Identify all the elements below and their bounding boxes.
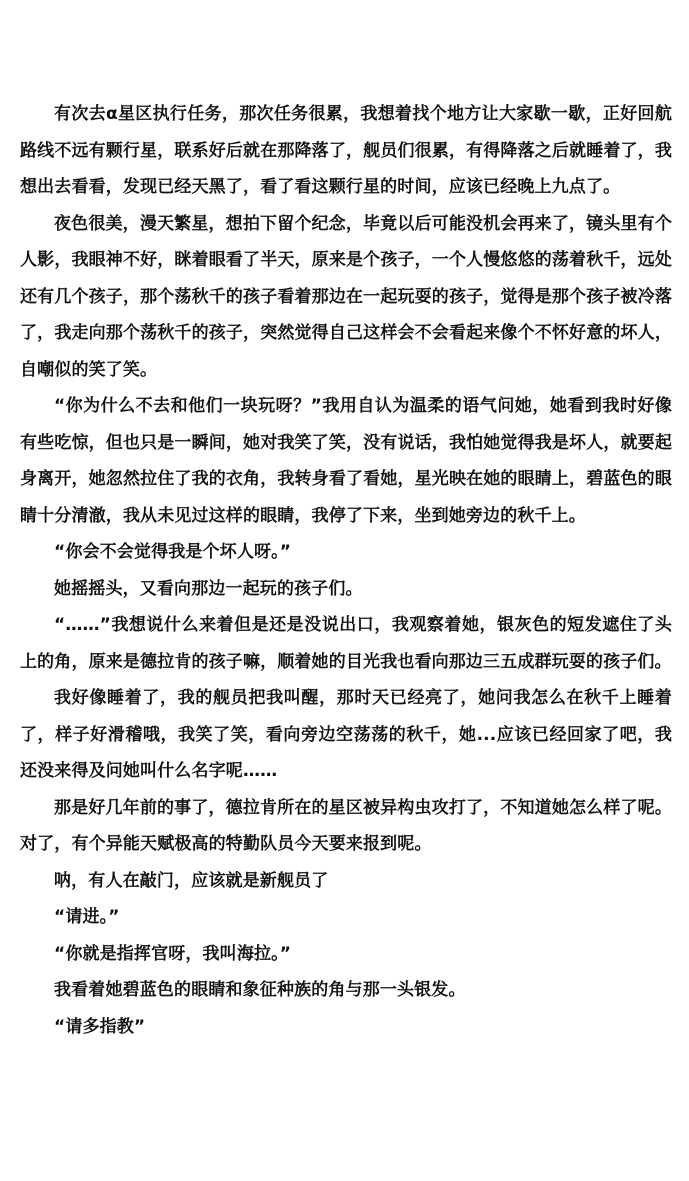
paragraph-7: 我好像睡着了，我的舰员把我叫醒，那时天已经亮了，她问我怎么在秋千上睡着了，样子好滑稽哦，我笑了笑，看向旁边空荡荡的秋千，她...应该已经回家了吧，我还没来得及问她叫什么名字呢……: [20, 688, 672, 781]
paragraph-6: “……”我想说什么来着但是还是没说出口，我观察着她，银灰色的短发遮住了头上的角，原来是德拉肯的孩子嘛，顺着她的目光我也看向那边三五成群玩耍的孩子们。: [20, 615, 672, 672]
paragraph-9: 呐，有人在敲门，应该就是新舰员了: [54, 870, 329, 891]
paragraph-3: “你为什么不去和他们一块玩呀？”我用自认为温柔的语气问她，她看到我时好像有些吃惊，但也只是一瞬间，她对我笑了笑，没有说话，我怕她觉得我是坏人，就要起身离开，她忽然拉住了我的衣角，我转身看了看她，星光映在她的眼睛上，碧蓝色的眼睛十分清澈，我从未见过这样的眼睛，我停了下来，坐到她旁边的秋千上。: [20, 396, 672, 526]
document-body: [20, 96, 672, 1045]
paragraph-10: “请进。”: [54, 907, 120, 927]
paragraph-2: 夜色很美，漫天繁星，想拍下留个纪念，毕竟以后可能没机会再来了，镜头里有个人影，我眼神不好，眯着眼看了半天，原来是个孩子，一个人慢悠悠的荡着秋千，远处还有几个孩子，那个荡秋千的孩子看着那边在一起玩耍的孩子，觉得是那个孩子被冷落了，我走向那个荡秋千的孩子，突然觉得自己这样会不会看起来像个不怀好意的坏人，自嘲似的笑了笑。: [20, 213, 672, 380]
paragraph-13: “请多指教”: [54, 1016, 146, 1037]
paragraph-1: 有次去α星区执行任务，那次任务很累，我想着找个地方让大家歇一歇，正好回航路线不远有颗行星，联系好后就在那降落了，舰员们很累，有得降落之后就睡着了，我想出去看看，发现已经天黑了，看了看这颗行星的时间，应该已经晚上九点了。: [20, 104, 672, 197]
paragraph-4: “你会不会觉得我是个坏人呀。”: [54, 542, 292, 562]
paragraph-5: 她摇摇头，又看向那边一起玩的孩子们。: [54, 578, 363, 599]
paragraph-12: 我看着她碧蓝色的眼睛和象征种族的角与那一头银发。: [54, 980, 466, 1000]
paragraph-8: 那是好几年前的事了，德拉肯所在的星区被异构虫攻打了，不知道她怎么样了呢。对了，有个异能天赋极高的特勤队员今天要来报到呢。: [20, 797, 672, 854]
paragraph-11: “你就是指挥官呀，我叫海拉。”: [54, 943, 292, 964]
